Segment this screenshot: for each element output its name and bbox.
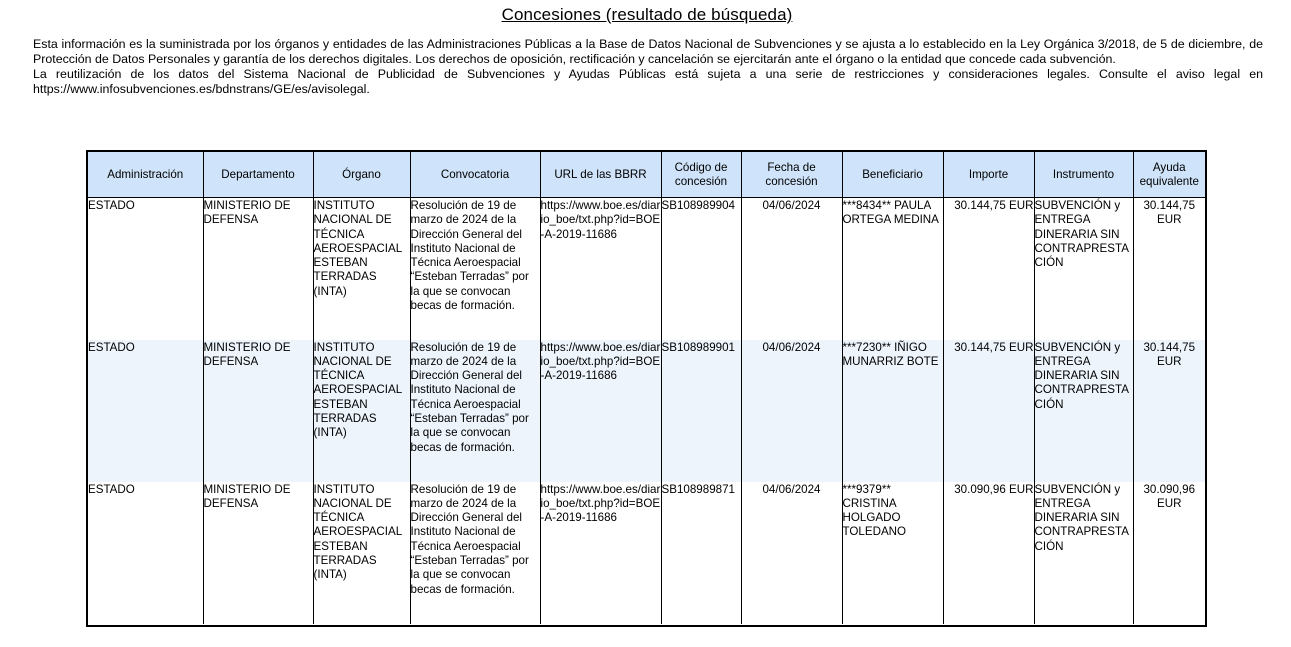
cell-url: https://www.boe.es/diario_boe/txt.php?id=BOE-A-2019-11686 bbox=[540, 198, 661, 340]
results-table bbox=[88, 152, 1205, 624]
cell-fecha: 04/06/2024 bbox=[741, 482, 842, 624]
cell-organo: INSTITUTO NACIONAL DE TÉCNICA AEROESPACIAL ESTEBAN TERRADAS (INTA) bbox=[313, 198, 410, 340]
col-header-organo: Órgano bbox=[313, 152, 410, 198]
cell-importe: 30.144,75 EUR bbox=[943, 198, 1034, 340]
header-row bbox=[88, 152, 1205, 198]
cell-departamento: MINISTERIO DE DEFENSA bbox=[203, 340, 313, 482]
cell-organo: INSTITUTO NACIONAL DE TÉCNICA AEROESPACIAL ESTEBAN TERRADAS (INTA) bbox=[313, 482, 410, 624]
col-header-departamento: Departamento bbox=[203, 152, 313, 198]
col-header-beneficiario: Beneficiario bbox=[842, 152, 943, 198]
cell-importe: 30.144,75 EUR bbox=[943, 340, 1034, 482]
cell-codigo: SB108989871 bbox=[661, 482, 741, 624]
col-header-importe: Importe bbox=[943, 152, 1034, 198]
cell-departamento: MINISTERIO DE DEFENSA bbox=[203, 198, 313, 340]
cell-administracion: ESTADO bbox=[88, 340, 203, 482]
col-header-instrumento: Instrumento bbox=[1034, 152, 1133, 198]
table-row bbox=[88, 198, 1205, 340]
table-header bbox=[88, 152, 1205, 198]
table-body bbox=[88, 198, 1205, 624]
cell-codigo: SB108989901 bbox=[661, 340, 741, 482]
col-header-codigo: Código de concesión bbox=[661, 152, 741, 198]
cell-url: https://www.boe.es/diario_boe/txt.php?id=BOE-A-2019-11686 bbox=[540, 340, 661, 482]
col-header-ayuda: Ayuda equivalente bbox=[1133, 152, 1205, 198]
cell-beneficiario: ***8434** PAULA ORTEGA MEDINA bbox=[842, 198, 943, 340]
table-row bbox=[88, 340, 1205, 482]
cell-administracion: ESTADO bbox=[88, 198, 203, 340]
table-row bbox=[88, 482, 1205, 624]
cell-organo: INSTITUTO NACIONAL DE TÉCNICA AEROESPACIAL ESTEBAN TERRADAS (INTA) bbox=[313, 340, 410, 482]
cell-url: https://www.boe.es/diario_boe/txt.php?id=BOE-A-2019-11686 bbox=[540, 482, 661, 624]
cell-instrumento: SUBVENCIÓN y ENTREGA DINERARIA SIN CONTRAPRESTACIÓN bbox=[1034, 482, 1133, 624]
cell-beneficiario: ***7230** IÑIGO MUNARRIZ BOTE bbox=[842, 340, 943, 482]
cell-convocatoria: Resolución de 19 de marzo de 2024 de la Dirección General del Instituto Nacional de Técnica Aeroespacial “Esteban Terradas” por la que se convocan becas de formación. bbox=[410, 482, 540, 624]
col-header-convocatoria: Convocatoria bbox=[410, 152, 540, 198]
cell-convocatoria: Resolución de 19 de marzo de 2024 de la Dirección General del Instituto Nacional de Técnica Aeroespacial “Esteban Terradas” por la que se convocan becas de formación. bbox=[410, 198, 540, 340]
page-title: Concesiones (resultado de búsqueda) bbox=[501, 5, 793, 24]
cell-departamento: MINISTERIO DE DEFENSA bbox=[203, 482, 313, 624]
col-header-url: URL de las BBRR bbox=[540, 152, 661, 198]
cell-instrumento: SUBVENCIÓN y ENTREGA DINERARIA SIN CONTRAPRESTACIÓN bbox=[1034, 198, 1133, 340]
cell-codigo: SB108989904 bbox=[661, 198, 741, 340]
col-header-administracion: Administración bbox=[88, 152, 203, 198]
cell-beneficiario: ***9379** CRISTINA HOLGADO TOLEDANO bbox=[842, 482, 943, 624]
cell-instrumento: SUBVENCIÓN y ENTREGA DINERARIA SIN CONTRAPRESTACIÓN bbox=[1034, 340, 1133, 482]
cell-fecha: 04/06/2024 bbox=[741, 340, 842, 482]
cell-ayuda: 30.144,75 EUR bbox=[1133, 340, 1205, 482]
cell-convocatoria: Resolución de 19 de marzo de 2024 de la Dirección General del Instituto Nacional de Técnica Aeroespacial “Esteban Terradas” por la que se convocan becas de formación. bbox=[410, 340, 540, 482]
cell-ayuda: 30.090,96 EUR bbox=[1133, 482, 1205, 624]
legal-notice bbox=[33, 37, 1263, 97]
cell-administracion: ESTADO bbox=[88, 482, 203, 624]
cell-ayuda: 30.144,75 EUR bbox=[1133, 198, 1205, 340]
reuse-notice-paragraph: La reutilización de los datos del Sistema Nacional de Publicidad de Subvenciones y Ayudas Públicas está sujeta a una serie de restricciones y consideraciones legales. Consulte el aviso legal en https://www.infosubvenciones.es/bdnstrans/GE/es/avisolegal. bbox=[33, 67, 1263, 96]
col-header-fecha: Fecha de concesión bbox=[741, 152, 842, 198]
cell-fecha: 04/06/2024 bbox=[741, 198, 842, 340]
cell-importe: 30.090,96 EUR bbox=[943, 482, 1034, 624]
results-table-frame bbox=[86, 150, 1207, 627]
data-protection-paragraph: Esta información es la suministrada por los órganos y entidades de las Administraciones Públicas a la Base de Datos Nacional de Subvenciones y se ajusta a lo establecido en la Ley Orgánica 3/2018, de 5 de diciembre, de Protección de Datos Personales y garantía de los derechos digitales. Los derechos de oposición, rectificación y cancelación se ejercitarán ante el órgano o la entidad que concede cada subvención. bbox=[33, 37, 1263, 66]
